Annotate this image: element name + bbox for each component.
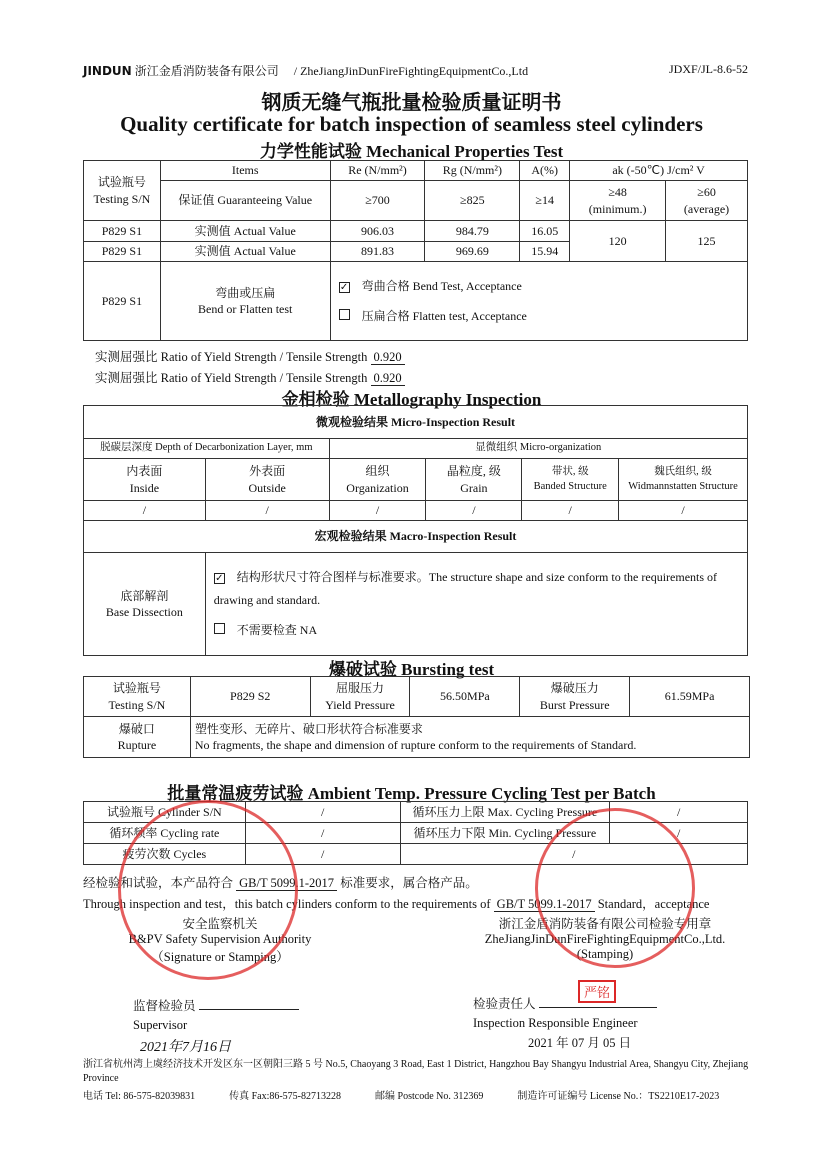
text-field: / [245, 823, 400, 844]
text-field: 经检验和试验，本产品符合 [83, 876, 234, 890]
text-field: Re (N/mm²) [330, 161, 425, 181]
footer-contacts [83, 1087, 753, 1102]
text-field: Widmannstatten Structure [628, 480, 738, 492]
bend-checkbox[interactable]: ✓ [339, 282, 349, 293]
text-field: 906.03 [330, 221, 425, 242]
text-field: 塑性变形、无碎片、破口形状符合标准要求 [194, 721, 423, 736]
text-field: GB/T 5099.1-2017 [236, 876, 337, 891]
table-row [84, 221, 748, 242]
text-field: ≥48 [608, 185, 627, 200]
text-field: Rupture [117, 738, 157, 752]
text-field: 爆破口 [118, 721, 155, 736]
doc-number: JDXF/JL-8.6-52 [668, 62, 748, 76]
cycle-title: 批量常温疲劳试验 Ambient Temp. Pressure Cycling Test per Batch [167, 784, 656, 803]
text-field: 结构形状尺寸符合图样与标准要求。The structure shape and size conform to the requirements of drawing and standard. [213, 569, 718, 607]
text-field: A(%) [520, 161, 570, 181]
text-field: 内表面 [126, 464, 163, 479]
text-field: Burst Pressure [539, 697, 610, 712]
text-field: / [84, 501, 206, 521]
text-field: 带状, 级 [551, 466, 589, 478]
text-field: Base Dissection [105, 605, 183, 619]
text-field: / [205, 501, 329, 521]
conform-checkbox[interactable]: ✓ [215, 572, 224, 584]
text-field: Rg (N/mm²) [425, 161, 520, 181]
text-field: ak (-50℃) J/cm² V [570, 161, 748, 181]
logo: JINDUN [83, 64, 132, 78]
text-field: 压扁合格 Flatten test, Acceptance [361, 309, 527, 323]
company-stamp [535, 808, 695, 968]
text-field: / [610, 823, 748, 844]
text-field: P829 S2 [190, 677, 310, 717]
bursting-table [83, 676, 750, 758]
text-field: 魏氏组织, 级 [654, 466, 712, 478]
text-field: / [522, 501, 619, 521]
text-field: ≥60 [697, 185, 716, 200]
flatten-checkbox[interactable] [339, 309, 350, 320]
text-field: Yield Pressure [325, 697, 395, 712]
text-field: Standard，acceptance [597, 897, 710, 911]
text-field: Banded Structure [533, 480, 607, 492]
text-field: 实测值 Actual Value [160, 242, 330, 262]
metallography-table [83, 405, 748, 656]
text-field: 爆破压力 [550, 681, 599, 696]
engineer-label [473, 994, 657, 1031]
text-field: (Stamping) [576, 947, 634, 961]
text-field: 120 [570, 221, 666, 262]
text-field: No fragments, the shape and dimension of rupture conform to the requirements of Standard. [194, 738, 637, 752]
text-field: / [426, 501, 522, 521]
text-field: B&PV Safety Supervision Authority [128, 932, 312, 946]
text-field: （Signature or Stamping） [151, 950, 289, 964]
title-en: Quality certificate for batch inspection of seamless steel cylinders [120, 112, 703, 136]
text-field: / [400, 844, 747, 865]
text-field: (average) [683, 201, 730, 216]
text-field: 实测屈强比 Ratio of Yield Strength / Tensile Strength [95, 371, 368, 385]
text-field: ≥14 [520, 181, 570, 221]
text-field: 组织 [365, 464, 390, 479]
text-field: 弯曲或压扁 [215, 285, 276, 300]
text-field: 电话 Tel: 86-575-82039831 [83, 1091, 196, 1102]
text-field: 浙江金盾消防装备有限公司检验专用章 [498, 917, 712, 931]
text-field: Inside [129, 480, 160, 495]
text-field: 循环压力上限 Max. Cycling Pressure [400, 802, 610, 823]
text-field: 检验责任人 [473, 997, 536, 1011]
text-field: 试验瓶号 [97, 175, 146, 190]
text-field: Testing S/N [108, 697, 166, 712]
engineer-date: 2021 年 07 月 05 日 [528, 1036, 632, 1050]
text-field: (minimum.) [588, 201, 647, 216]
text-field: 循环频率 Cycling rate [84, 823, 246, 844]
text-field: Through inspection and test，this batch cylinders conform to the requirements of [83, 897, 491, 911]
text-field: 安全监察机关 [182, 917, 258, 931]
text-field: 弯曲合格 Bend Test, Acceptance [361, 279, 522, 293]
text-field: 试验瓶号 Cylinder S/N [84, 802, 246, 823]
text-field: 891.83 [330, 242, 425, 262]
text-field: Bend or Flatten test [198, 302, 293, 316]
text-field: Outside [248, 480, 286, 495]
supervisor-label [133, 996, 299, 1033]
burst-title: 爆破试验 Bursting test [328, 660, 495, 679]
text-field: 外表面 [249, 464, 286, 479]
text-field: 疲劳次数 Cycles [84, 844, 246, 865]
text-field: Testing S/N [93, 191, 151, 206]
text-field: 0.920 [371, 371, 405, 386]
text-field: P829 S1 [84, 221, 161, 242]
letterhead [83, 62, 748, 79]
text-field: P829 S1 [84, 242, 161, 262]
text-field: 984.79 [425, 221, 520, 242]
ratio-2 [95, 368, 405, 386]
mech-title: 力学性能试验 Mechanical Properties Test [259, 142, 564, 161]
text-field: 循环压力下限 Min. Cycling Pressure [400, 823, 610, 844]
text-field: 底部解剖 [120, 588, 169, 603]
na-checkbox[interactable] [214, 623, 225, 634]
supervisor-date: 2021年7月16日 [140, 1040, 231, 1055]
text-field: 实测值 Actual Value [160, 221, 330, 242]
text-field: / [619, 501, 748, 521]
text-field: 969.69 [425, 242, 520, 262]
text-field: 实测屈强比 Ratio of Yield Strength / Tensile Strength [95, 350, 368, 364]
text-field: / [610, 802, 748, 823]
text-field: P829 S1 [84, 262, 161, 341]
text-field: 标准要求，属合格产品。 [340, 876, 478, 890]
text-field: 传真 Fax:86-575-82713228 [229, 1091, 342, 1102]
text-field: 试验瓶号 [112, 681, 161, 696]
text-field: / [245, 802, 400, 823]
text-field: 脱碳层深度 Depth of Decarbonization Layer, mm [84, 439, 330, 459]
text-field: ZheJiangJinDunFireFightingEquipmentCo.,Ltd. [484, 932, 726, 946]
text-field: 制造许可证编号 License No.：TS2210E17-2023 [517, 1091, 720, 1102]
text-field: 125 [666, 221, 748, 262]
company-en: / ZheJiangJinDunFireFightingEquipmentCo.,Ltd [293, 64, 529, 78]
authority-stamp [118, 800, 298, 980]
text-field: ≥700 [330, 181, 425, 221]
footer-address: 浙江省杭州湾上虞经济技术开发区东一区朝阳三路 5 号 No.5, Chaoyang 3 Road, East 1 District, Hangzhou Bay Shangyu Industrial Area, Shangyu City, Zhejiang Province [83, 1059, 749, 1084]
metal-title: 金相检验 Metallography Inspection [281, 390, 542, 409]
text-field: 15.94 [520, 242, 570, 262]
text-field: 0.920 [371, 350, 405, 365]
text-field: 16.05 [520, 221, 570, 242]
company-cn: 浙江金盾消防装备有限公司 [134, 64, 279, 78]
text-field: 56.50MPa [410, 677, 520, 717]
text-field: 不需要检查 NA [236, 623, 318, 638]
text-field: 微观检验结果 Micro-Inspection Result [84, 406, 748, 439]
text-field: Items [160, 161, 330, 181]
text-field: 晶粒度, 级 [446, 464, 501, 479]
text-field: / [329, 501, 426, 521]
text-field: Grain [460, 480, 488, 495]
text-field: GB/T 5099.1-2017 [494, 897, 595, 912]
mechanical-table [83, 160, 748, 341]
text-field: 监督检验员 [133, 999, 196, 1013]
text-field: ≥825 [425, 181, 520, 221]
text-field: Inspection Responsible Engineer [473, 1016, 638, 1030]
engineer-seal: 严铭 [578, 980, 616, 1003]
text-field: / [245, 844, 400, 865]
text-field: 屈服压力 [336, 681, 385, 696]
text-field: 宏观检验结果 Macro-Inspection Result [84, 521, 748, 553]
title-cn: 钢质无缝气瓶批量检验质量证明书 [261, 92, 562, 114]
text-field: Organization [346, 480, 409, 495]
text-field: 显微组织 Micro-organization [329, 439, 747, 459]
text-field: 保证值 Guaranteeing Value [160, 181, 330, 221]
text-field: 邮编 Postcode No. 312369 [375, 1091, 484, 1102]
text-field: Supervisor [133, 1018, 188, 1032]
text-field: 61.59MPa [630, 677, 750, 717]
ratio-1 [95, 347, 405, 365]
